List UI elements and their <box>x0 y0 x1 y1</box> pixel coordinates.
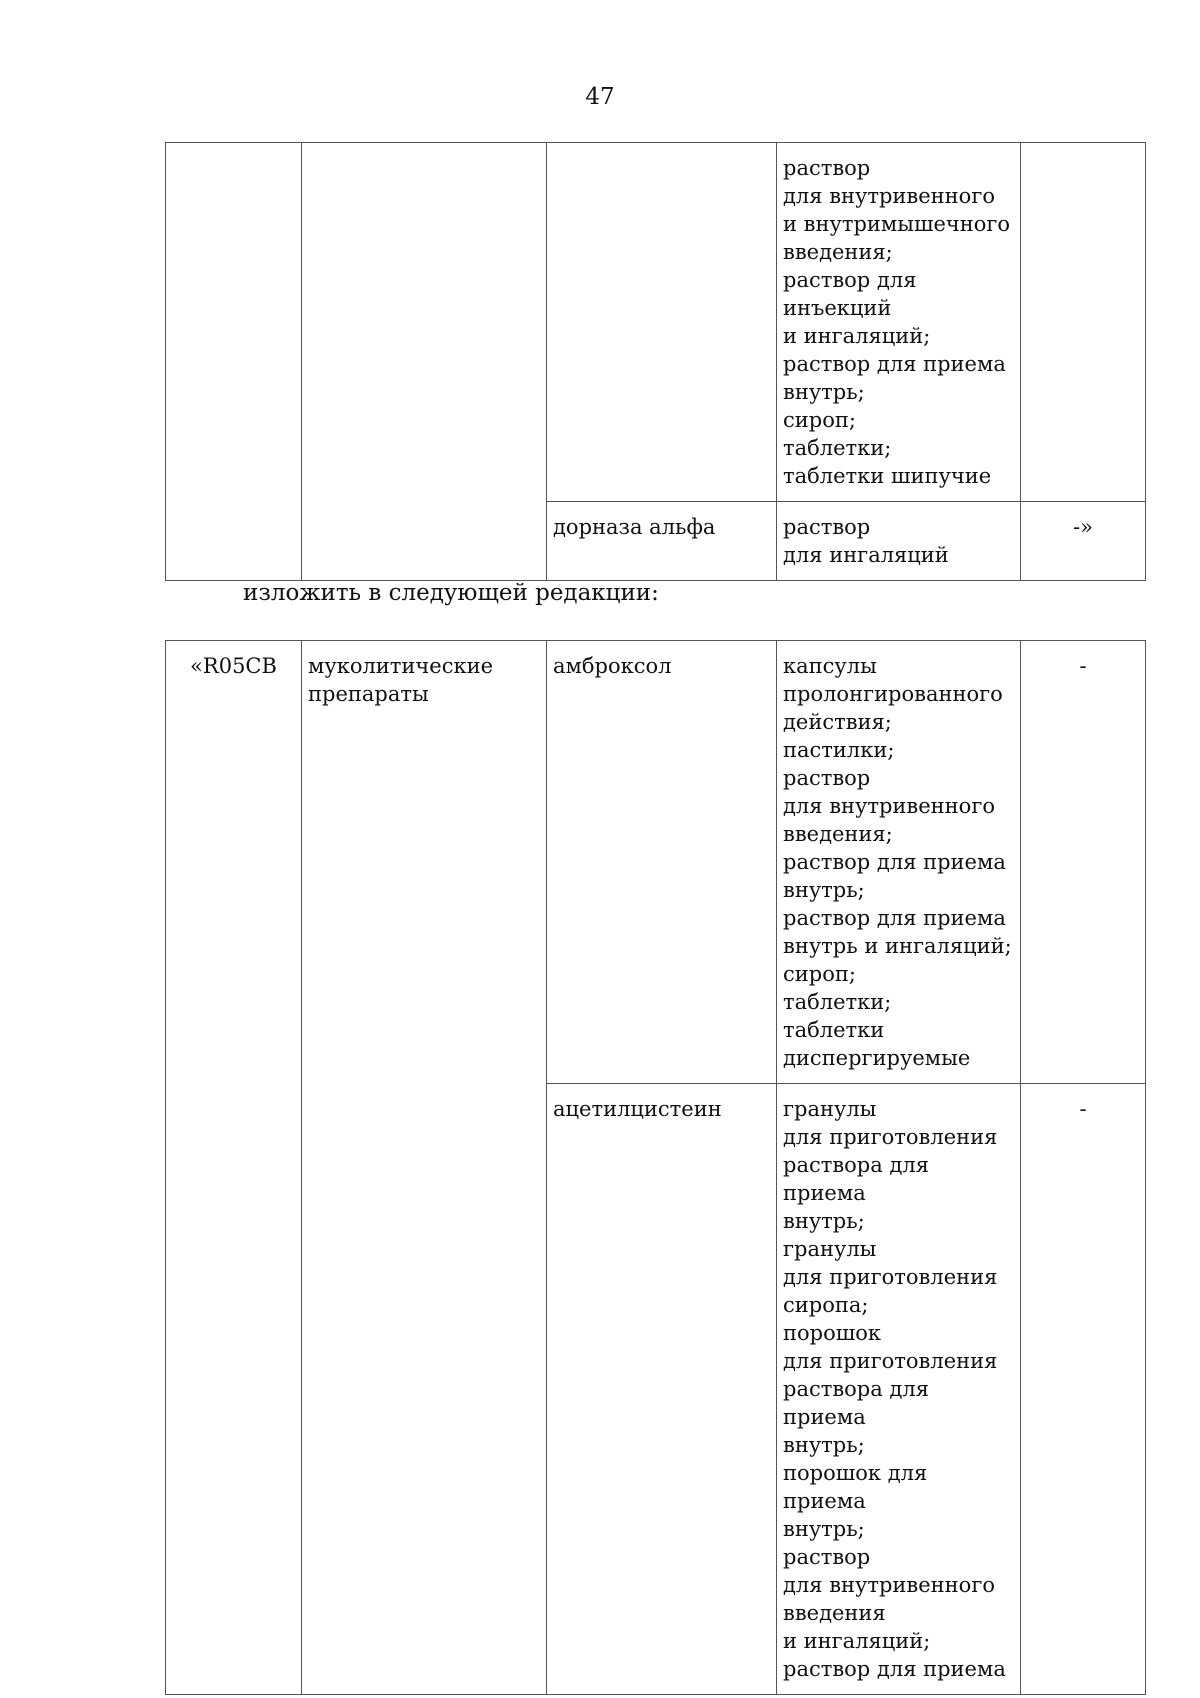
instruction-text: изложить в следующей редакции: <box>243 580 659 606</box>
medication-table-continued <box>165 142 1146 581</box>
medication-table-new <box>165 640 1146 1695</box>
drug-cell: дорназа альфа <box>547 502 777 581</box>
dosage-form-cell: капсулы пролонгированного действия; пастилки; раствор для внутривенного введения; раствор для приема внутрь; раствор для приема внутрь и ингаляций; сироп; таблетки; таблетки диспергируемые <box>777 641 1021 1084</box>
drug-cell <box>547 143 777 502</box>
dosage-form-cell: раствор для внутривенного и внутримышечного введения; раствор для инъекций и ингаляций; раствор для приема внутрь; сироп; таблетки; таблетки шипучие <box>777 143 1021 502</box>
note-cell: - <box>1021 641 1146 1084</box>
note-cell: - <box>1021 1084 1146 1695</box>
dosage-form-cell: раствор для ингаляций <box>777 502 1021 581</box>
atc-code-cell <box>166 143 302 581</box>
table-row <box>166 143 1146 502</box>
dosage-form-cell: гранулы для приготовления раствора для приема внутрь; гранулы для приготовления сиропа; порошок для приготовления раствора для приема внутрь; порошок для приема внутрь; раствор для внутривенного введения и ингаляций; раствор для приема <box>777 1084 1021 1695</box>
group-cell: муколитические препараты <box>302 641 547 1695</box>
group-cell <box>302 143 547 581</box>
drug-cell: ацетилцистеин <box>547 1084 777 1695</box>
table-row <box>166 641 1146 1084</box>
atc-code-cell: «R05CB <box>166 641 302 1695</box>
note-cell <box>1021 143 1146 502</box>
page-number: 47 <box>585 84 615 110</box>
drug-cell: амброксол <box>547 641 777 1084</box>
note-cell: -» <box>1021 502 1146 581</box>
